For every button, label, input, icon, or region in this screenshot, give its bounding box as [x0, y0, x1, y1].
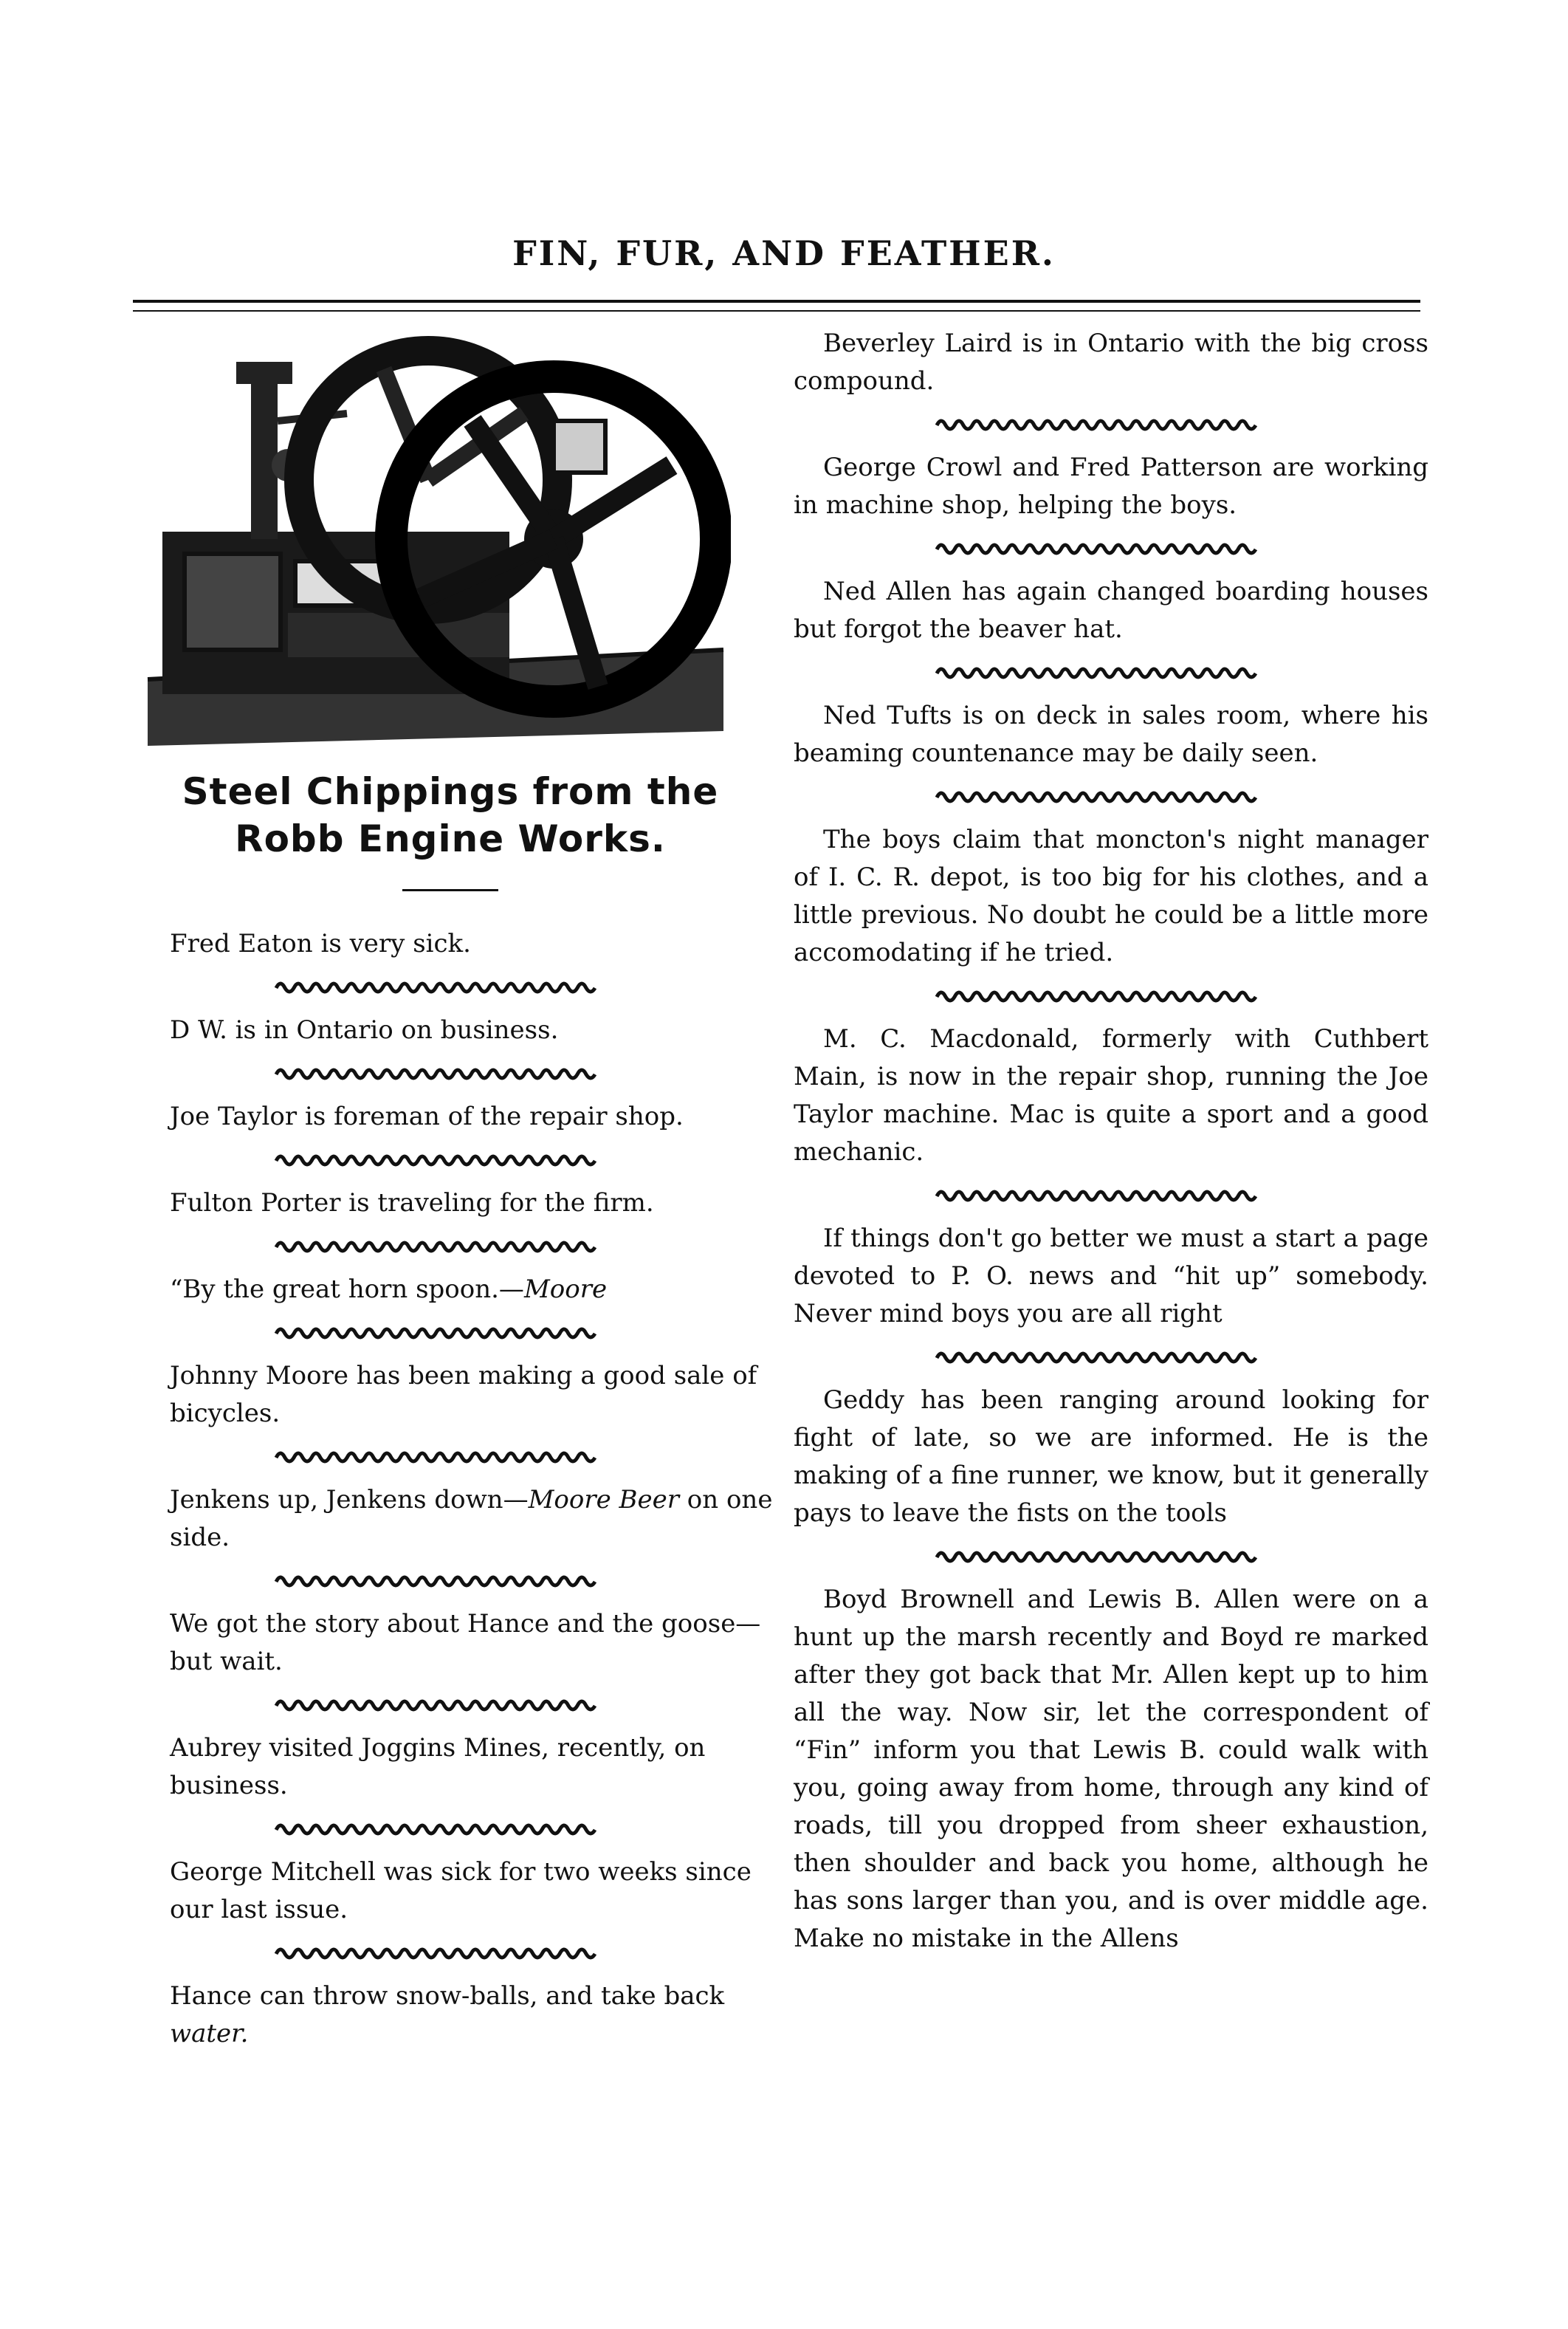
wavy-divider — [273, 1235, 598, 1255]
list-item — [125, 1978, 775, 2053]
list-item: Boyd Brownell and Lewis B. Allen were on a hunt up the marsh recently and Boyd re marked after they got back that Mr. Allen kept up to him all the way. Now sir, let the correspondent of “Fin” inform you that Lewis B. could walk with you, going away from home, through any kind of roads, till you dropped from sheer exhaustion, then shoulder and back you home, although he has sons larger than you, and is over middle age. Make no mistake in the Allens — [794, 1585, 1428, 1953]
list-item: D W. is in Ontario on business. — [170, 1015, 559, 1045]
list-item: We got the story about Hance and the goose—but wait. — [170, 1609, 761, 1676]
wavy-divider — [273, 976, 598, 995]
item-text-tail: on one side. — [170, 1485, 773, 1552]
wavy-divider — [273, 1149, 598, 1168]
wavy-divider — [934, 985, 1259, 1004]
list-item: Ned Tufts is on deck in sales room, where his beaming countenance may be daily seen. — [794, 701, 1428, 768]
header-rule-thick — [133, 300, 1420, 303]
item-text: “By the great horn spoon.— — [170, 1275, 524, 1304]
list-item: Fred Eaton is very sick. — [170, 929, 471, 958]
right-column — [794, 325, 1428, 1958]
wavy-divider — [934, 1184, 1259, 1204]
wavy-divider — [934, 662, 1259, 681]
list-item — [125, 1481, 775, 1557]
wavy-divider — [273, 1322, 598, 1341]
title-rule — [402, 889, 498, 891]
item-italic: water. — [170, 2019, 249, 2048]
list-item: Fulton Porter is traveling for the firm. — [170, 1188, 654, 1218]
column-title: Steel Chippings from the Robb Engine Works. — [182, 770, 719, 860]
list-item: If things don't go better we must a start a page devoted to P. O. news and “hit up” somebody. Never mind boys you are all right — [794, 1224, 1428, 1328]
list-item: Joe Taylor is foreman of the repair shop. — [170, 1102, 684, 1131]
list-item: Beverley Laird is in Ontario with the big cross compound. — [794, 329, 1428, 396]
list-item: George Mitchell was sick for two weeks since our last issue. — [170, 1857, 752, 1924]
wavy-divider — [273, 1570, 598, 1589]
list-item: George Crowl and Fred Patterson are working in machine shop, helping the boys. — [794, 453, 1428, 520]
list-item: The boys claim that moncton's night manager of I. C. R. depot, is too big for his clothes, and a little previous. No doubt he could be a little more accomodating if he tried. — [794, 825, 1428, 967]
engine-illustration — [140, 332, 731, 746]
running-title: FIN, FUR, AND FEATHER. — [512, 233, 1056, 273]
wavy-divider — [273, 1063, 598, 1082]
header-rule-thin — [133, 310, 1420, 312]
wavy-divider — [934, 414, 1259, 433]
wavy-divider — [934, 538, 1259, 557]
list-item: Johnny Moore has been making a good sale of bicycles. — [170, 1361, 757, 1428]
wavy-divider — [273, 1942, 598, 1961]
wavy-divider — [934, 786, 1259, 805]
wavy-divider — [934, 1546, 1259, 1565]
list-item: Geddy has been ranging around looking for fight of late, so we are informed. He is the making of a fine runner, we know, but it generally pays to leave the fists on the tools — [794, 1385, 1428, 1528]
wavy-divider — [273, 1818, 598, 1837]
left-column — [125, 325, 775, 2053]
item-text: Hance can throw snow-balls, and take back — [170, 1981, 725, 2011]
list-item: Aubrey visited Joggins Mines, recently, on business. — [170, 1733, 706, 1800]
list-item: M. C. Macdonald, formerly with Cuthbert Main, is now in the repair shop, running the Joe Taylor machine. Mac is quite a sport and a good mechanic. — [794, 1024, 1428, 1167]
wavy-divider — [273, 1446, 598, 1465]
item-italic: Moore — [523, 1275, 608, 1304]
list-item: Ned Allen has again changed boarding houses but forgot the beaver hat. — [794, 577, 1428, 644]
wavy-divider — [934, 1346, 1259, 1365]
list-item — [125, 1271, 775, 1308]
item-italic: Moore Beer — [528, 1485, 679, 1515]
item-text: Jenkens up, Jenkens down— — [170, 1485, 529, 1515]
wavy-divider — [273, 1694, 598, 1713]
